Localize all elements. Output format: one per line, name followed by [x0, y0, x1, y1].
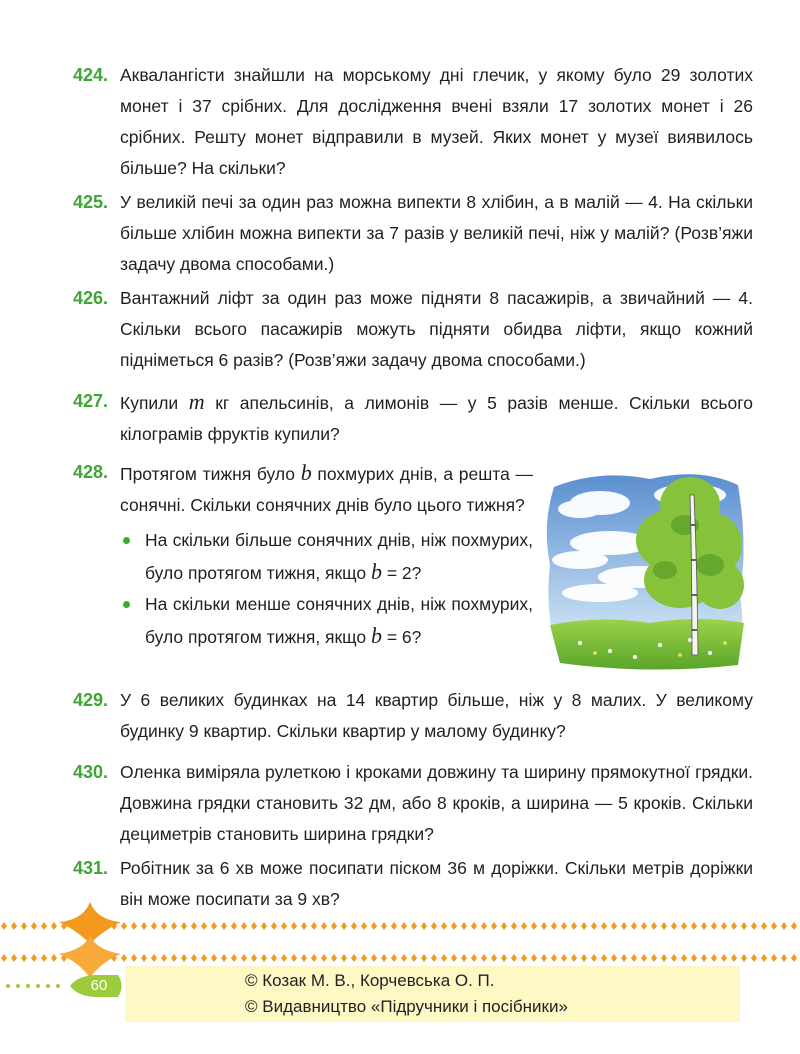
ornament-dot [131, 954, 137, 962]
ornament-dot [671, 954, 677, 962]
ornament-dot [671, 922, 677, 930]
ornament-dot [661, 922, 667, 930]
ornament-dot [421, 922, 427, 930]
ornament-dot [631, 922, 637, 930]
ornament-dot [491, 922, 497, 930]
ornament-dot [41, 922, 47, 930]
ornament-dot [1, 954, 7, 962]
ornament-dot [581, 922, 587, 930]
task-text: Протягом тижня було b похмурих днів, а решта — сонячні. Скільки сонячних днів було цього тижня? [120, 460, 534, 515]
ornament-dot [751, 954, 757, 962]
ornament-dot [501, 922, 507, 930]
ornament-dot [601, 954, 607, 962]
task-431 [73, 853, 753, 915]
ornament-dot [361, 954, 367, 962]
ornament-dot [691, 954, 697, 962]
ornament-dot [381, 922, 387, 930]
ornament-dot [571, 954, 577, 962]
ornament-dot [221, 954, 227, 962]
ornament-dot [371, 954, 377, 962]
ornament-dot [781, 954, 787, 962]
ornament-dot [241, 954, 247, 962]
ornament-dot [571, 922, 577, 930]
ornament-dot [701, 954, 707, 962]
ornament-dot [691, 922, 697, 930]
ornament-dot [521, 922, 527, 930]
ornament-dot [581, 954, 587, 962]
task-428 [73, 457, 533, 653]
ornament-dot [591, 954, 597, 962]
task-number: 426. [73, 288, 109, 308]
ornament-dot [411, 954, 417, 962]
ornament-dot [631, 954, 637, 962]
ornament-dot [761, 954, 767, 962]
ornament-dot [441, 922, 447, 930]
ornament-dot [341, 922, 347, 930]
ornament-dot [231, 954, 237, 962]
ornament-dot [511, 954, 517, 962]
ornament-dot [191, 922, 197, 930]
ornament-dot [451, 954, 457, 962]
task-430 [73, 757, 753, 850]
ornament-dot [441, 954, 447, 962]
birch-tree-illustration [540, 465, 750, 670]
ornament-dot [551, 922, 557, 930]
ornament-dot [401, 954, 407, 962]
ornament-dot [531, 922, 537, 930]
ornament-dot [701, 922, 707, 930]
ornament-dot [201, 954, 207, 962]
ornament-dot [471, 954, 477, 962]
ornament-dot [341, 954, 347, 962]
ornament-icon [55, 900, 125, 980]
ornament-dot [751, 922, 757, 930]
ornament-dot [641, 922, 647, 930]
ornament-dot [541, 922, 547, 930]
ornament-dot [721, 954, 727, 962]
ornament-dot [791, 922, 797, 930]
task-text: Купили m кг апельсинів, а лимонів — у 5 разів менше. Скільки всього кілограмів фруктів купили? [120, 389, 753, 444]
ornament-dot [171, 954, 177, 962]
subtask-list [120, 525, 533, 653]
task-text: Аквалангісти знайшли на морському дні глечик, у якому було 29 золотих монет і 37 срібних. Для дослідження вчені взяли 17 золотих монет і 26 срібних. Решту монет відправили в музей. Яких монет у музеї виявилось більше? На скільки? [120, 65, 753, 178]
ornament-dot [661, 954, 667, 962]
ornament-dot [221, 922, 227, 930]
ornament-dot [591, 922, 597, 930]
task-426 [73, 283, 753, 376]
ornament-dot [481, 954, 487, 962]
ornament-dot [491, 954, 497, 962]
task-number: 424. [73, 65, 109, 85]
ornament-dot [621, 922, 627, 930]
ornament-dot [141, 922, 147, 930]
task-number: 428. [73, 462, 109, 482]
ornament-dot [261, 954, 267, 962]
task-text: Оленка виміряла рулеткою і кроками довжину та ширину прямокутної грядки. Довжина грядки становить 32 дм, або 8 кроків, а ширина — 5 кроків. Скільки дециметрів становить ширина грядки? [120, 762, 753, 844]
ornament-dot [541, 954, 547, 962]
page-number: 60 [90, 977, 108, 994]
ornament-dot [291, 954, 297, 962]
ornament-dot [551, 954, 557, 962]
task-number: 425. [73, 192, 109, 212]
ornament-dot [31, 922, 37, 930]
task-number: 431. [73, 858, 109, 878]
ornament-dot [741, 954, 747, 962]
ornament-dot [761, 922, 767, 930]
ornament-dot [421, 954, 427, 962]
ornament-dot [161, 922, 167, 930]
ornament-dot [261, 922, 267, 930]
ornament-dot [11, 954, 17, 962]
ornament-dot [231, 922, 237, 930]
ornament-dot [211, 954, 217, 962]
ornament-dot [211, 922, 217, 930]
ornament-dot [271, 922, 277, 930]
ornament-dot [241, 922, 247, 930]
ornament-dot [361, 922, 367, 930]
ornament-dot [161, 954, 167, 962]
ornament-dot [731, 922, 737, 930]
ornament-dot [451, 922, 457, 930]
ornament-dot [601, 922, 607, 930]
ornament-dot [711, 954, 717, 962]
ornament-dot [431, 954, 437, 962]
task-text: У 6 великих будинках на 14 квартир більше, ніж у 8 малих. У великому будинку 9 квартир. Скільки квартир у малому будинку? [120, 690, 753, 741]
ornament-dot [141, 954, 147, 962]
ornament-dot [621, 954, 627, 962]
list-item: На скільки більше сонячних днів, ніж похмурих, було протягом тижня, якщо b = 2? [120, 525, 533, 589]
task-number: 427. [73, 391, 109, 411]
ornament-dot [1, 922, 7, 930]
ornament-dot [381, 954, 387, 962]
ornament-dot [131, 922, 137, 930]
task-text: Вантажний ліфт за один раз може підняти 8 пасажирів, а звичайний — 4. Скільки всього пасажирів можуть підняти обидва ліфти, якщо кожний підніметься 6 разів? (Розв’яжи задачу двома способами.) [120, 288, 753, 370]
ornament-dot [31, 954, 37, 962]
ornament-dot [301, 954, 307, 962]
ornament-dot [181, 954, 187, 962]
ornament-dot [181, 922, 187, 930]
copyright-authors: © Козак М. В., Корчевська О. П. [245, 971, 495, 990]
ornament-dot [771, 954, 777, 962]
ornament-dot [641, 954, 647, 962]
ornament-dot [471, 922, 477, 930]
ornament-dot [461, 922, 467, 930]
ornament-dot [311, 954, 317, 962]
ornament-dot [251, 954, 257, 962]
variable-m: m [188, 389, 205, 414]
ornament-dot [431, 922, 437, 930]
ornament-dot [331, 954, 337, 962]
ornament-dot [771, 922, 777, 930]
task-425 [73, 187, 753, 280]
ornament-dot [721, 922, 727, 930]
ornament-dot [391, 954, 397, 962]
ornament-dot [611, 922, 617, 930]
ornament-dot [481, 922, 487, 930]
ornament-dot [171, 922, 177, 930]
task-427 [73, 386, 753, 450]
task-number: 429. [73, 690, 109, 710]
ornament-dot [11, 922, 17, 930]
ornament-dot [681, 954, 687, 962]
ornament-dot [791, 954, 797, 962]
ornament-dot [391, 922, 397, 930]
ornament-dot [301, 922, 307, 930]
ornament-dot [321, 954, 327, 962]
ornament-dot [611, 954, 617, 962]
ornament-dot [21, 954, 27, 962]
variable-b: b [300, 460, 312, 485]
task-429 [73, 685, 753, 747]
ornament-dot [651, 954, 657, 962]
ornament-dot [401, 922, 407, 930]
ornament-dot [281, 954, 287, 962]
ornament-dot [711, 922, 717, 930]
task-text: У великій печі за один раз можна випекти 8 хлібин, а в малій — 4. На скільки більше хлібин можна випекти за 7 разів у великій печі, ніж у малій? (Розв’яжи задачу двома способами.) [120, 192, 753, 274]
ornament-dot [371, 922, 377, 930]
list-item: На скільки менше сонячних днів, ніж похмурих, було протягом тижня, якщо b = 6? [120, 589, 533, 653]
ornament-dot [351, 922, 357, 930]
ornament-dot [731, 954, 737, 962]
ornament-dot [151, 954, 157, 962]
ornament-dot [681, 922, 687, 930]
ornament-dot [781, 922, 787, 930]
ornament-dot [461, 954, 467, 962]
ornament-dot [561, 954, 567, 962]
ornament-dot [501, 954, 507, 962]
ornament-dot [291, 922, 297, 930]
ornament-dot [201, 922, 207, 930]
ornament-dot [151, 922, 157, 930]
ornament-dot [531, 954, 537, 962]
task-text: Робітник за 6 хв може посипати піском 36 м доріжки. Скільки метрів доріжки він може посипати за 9 хв? [120, 858, 753, 909]
ornament-dot [411, 922, 417, 930]
ornament-dot [511, 922, 517, 930]
ornament-dot [331, 922, 337, 930]
task-number: 430. [73, 762, 109, 782]
ornament-dot [21, 922, 27, 930]
ornament-dot [521, 954, 527, 962]
ornament-dot [281, 922, 287, 930]
ornament-dot [561, 922, 567, 930]
ornament-dot [41, 954, 47, 962]
footer-copyright [245, 968, 568, 1020]
ornament-dot [741, 922, 747, 930]
ornament-dot [351, 954, 357, 962]
ornament-dot [191, 954, 197, 962]
copyright-publisher: © Видавництво «Підручники і посібники» [245, 997, 568, 1016]
ornament-dot [311, 922, 317, 930]
ornament-dot [651, 922, 657, 930]
ornament-dot [251, 922, 257, 930]
ornament-dot [321, 922, 327, 930]
task-424 [73, 60, 753, 184]
ornament-dot [271, 954, 277, 962]
